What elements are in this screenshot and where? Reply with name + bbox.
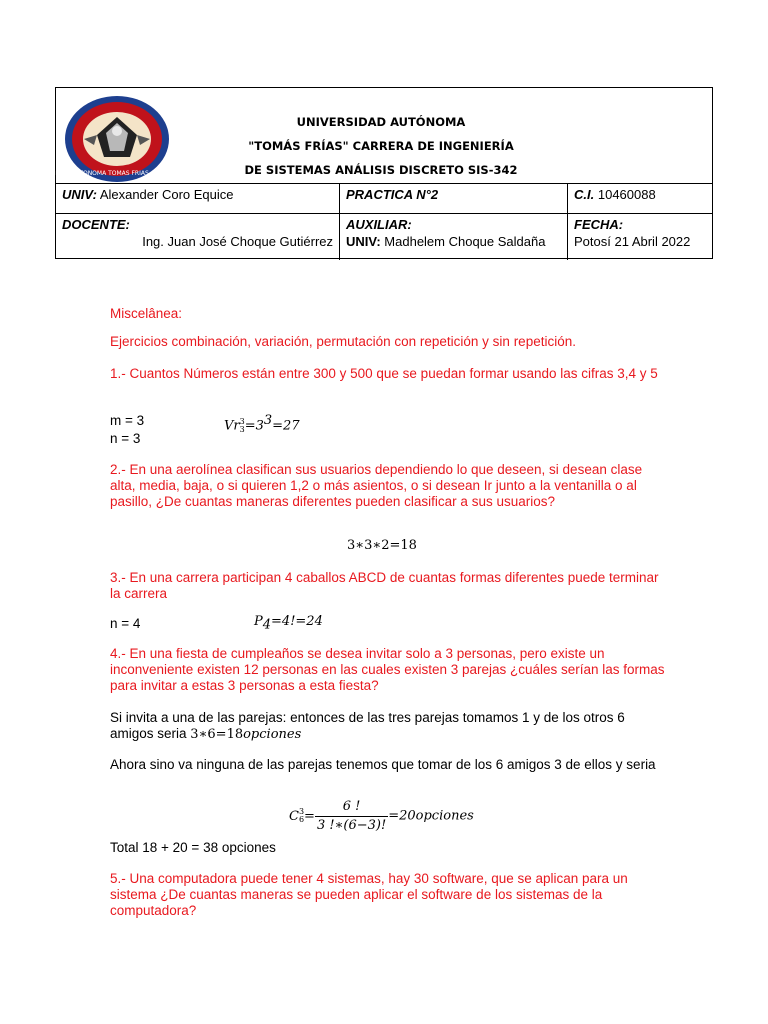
q3-formula-sub: 4	[262, 617, 272, 633]
title-line-1: UNIVERSIDAD AUTÓNOMA	[296, 115, 466, 129]
header-row-1	[56, 183, 712, 214]
q1-formula-sup: 3	[239, 416, 245, 426]
intro-text: Ejercicios combinación, variación, permutación con repetición y sin repetición.	[110, 334, 576, 349]
q3-formula-rest: =4!=24	[271, 614, 323, 629]
q4-c-base: C	[289, 808, 299, 824]
q1-formula	[224, 413, 300, 434]
q4-frac-word: opciones	[415, 808, 474, 824]
ci-label: C.I.	[574, 187, 595, 202]
question-2: 2.- En una aerolínea clasifican sus usuarios dependiendo lo que deseen, si desean clase alta, media, baja, o si quieren 1,2 o más asientos, o si desean Ir junto a la ventanilla o al pasillo, ¿De cuantas maneras diferentes pueden clasificar a sus usuarios?	[110, 462, 643, 509]
fecha-value: Potosí 21 Abril 2022	[574, 234, 691, 249]
q4-total: Total 18 + 20 = 38 opciones	[110, 840, 276, 855]
q3-n: n = 4	[110, 616, 141, 631]
question-4: 4.- En una fiesta de cumpleaños se desea invitar solo a 3 personas, pero existe un inconveniente existen 12 personas en las cuales existen 3 parejas ¿cuáles serían las formas para invitar a estas 3 personas a esta fiesta?	[110, 646, 665, 693]
q2-formula: 3∗3∗2=18	[347, 538, 417, 553]
q4-formula-1-word: opciones	[243, 727, 302, 742]
header-table	[27, 87, 713, 259]
section-title: Miscelânea:	[110, 306, 183, 321]
ci-cell	[568, 184, 712, 214]
docente-cell	[56, 214, 340, 260]
title-block	[221, 110, 541, 182]
title-line-2: "TOMÁS FRÍAS" CARRERA DE INGENIERÍA	[248, 139, 514, 153]
header-row-2	[56, 213, 712, 260]
q4-c-sub: 6	[298, 815, 305, 824]
q1-n: n = 3	[110, 431, 141, 446]
practica-label: PRACTICA N°2	[346, 187, 439, 202]
ci-value: 10460088	[597, 187, 656, 202]
q4-c-sup: 3	[298, 807, 305, 816]
q1-formula-eq: =3	[244, 418, 264, 434]
q4-text-2: Ahora sino va ninguna de las parejas tenemos que tomar de los 6 amigos 3 de ellos y seria	[110, 757, 656, 772]
q4-text-1	[110, 710, 670, 743]
univ-label: UNIV:	[62, 187, 97, 202]
univ-value: Alexander Coro Equice	[99, 187, 234, 202]
q4-formula-1: 3∗6=18	[190, 727, 244, 742]
question-3: 3.- En una carrera participan 4 caballos ABCD de cuantas formas diferentes puede terminar la carrera	[110, 570, 659, 601]
university-seal	[27, 95, 207, 183]
auxiliar-label: AUXILIAR:	[346, 217, 412, 232]
practica-cell	[340, 184, 568, 214]
q1-formula-result: =27	[272, 418, 300, 434]
q4-fraction	[315, 798, 388, 835]
q1-formula-exp: 3	[263, 413, 273, 428]
q3-formula	[254, 614, 323, 634]
q1-m: m = 3	[110, 413, 145, 428]
univ-cell	[56, 184, 340, 214]
question-1: 1.- Cuantos Números están entre 300 y 500 que se puedan formar usando las cifras 3,4 y 5	[110, 366, 658, 381]
auxiliar-univ-label: UNIV:	[346, 234, 381, 249]
auxiliar-cell	[340, 214, 568, 260]
q1-formula-base: Vr	[224, 418, 240, 434]
q3-formula-base: P	[254, 614, 263, 629]
q4-frac-num: 6 !	[315, 798, 388, 817]
docente-value: Ing. Juan José Choque Gutiérrez	[142, 234, 333, 249]
q4-combination-formula: C 3 6 = $\frac{6 !}{3 !∗(6-3)!}$ =20opciones	[289, 799, 474, 833]
q1-formula-sub: 3	[239, 424, 245, 434]
q4-frac-result: =20	[388, 808, 416, 824]
title-line-3: DE SISTEMAS ANÁLISIS DISCRETO SIS-342	[244, 163, 518, 177]
seal-text: UNIVERSIDAD AUTONOMA TOMAS FRIAS · POTOSI - BOLIVIA	[27, 170, 207, 177]
auxiliar-value: Madhelem Choque Saldaña	[384, 234, 546, 249]
docente-label: DOCENTE:	[62, 217, 130, 232]
question-5: 5.- Una computadora puede tener 4 sistemas, hay 30 software, que se aplican para un sistema ¿De cuantas maneras se pueden aplicar el software de los sistemas de la computadora?	[110, 871, 628, 918]
q4-frac-den: 3 !∗(6−3)!	[316, 818, 387, 833]
fecha-label: FECHA:	[574, 217, 624, 232]
q4-text-1-body: Si invita a una de las parejas: entonces de las tres parejas tomamos 1 y de los otros 6 amigos seria	[110, 710, 625, 741]
fecha-cell	[568, 214, 712, 260]
